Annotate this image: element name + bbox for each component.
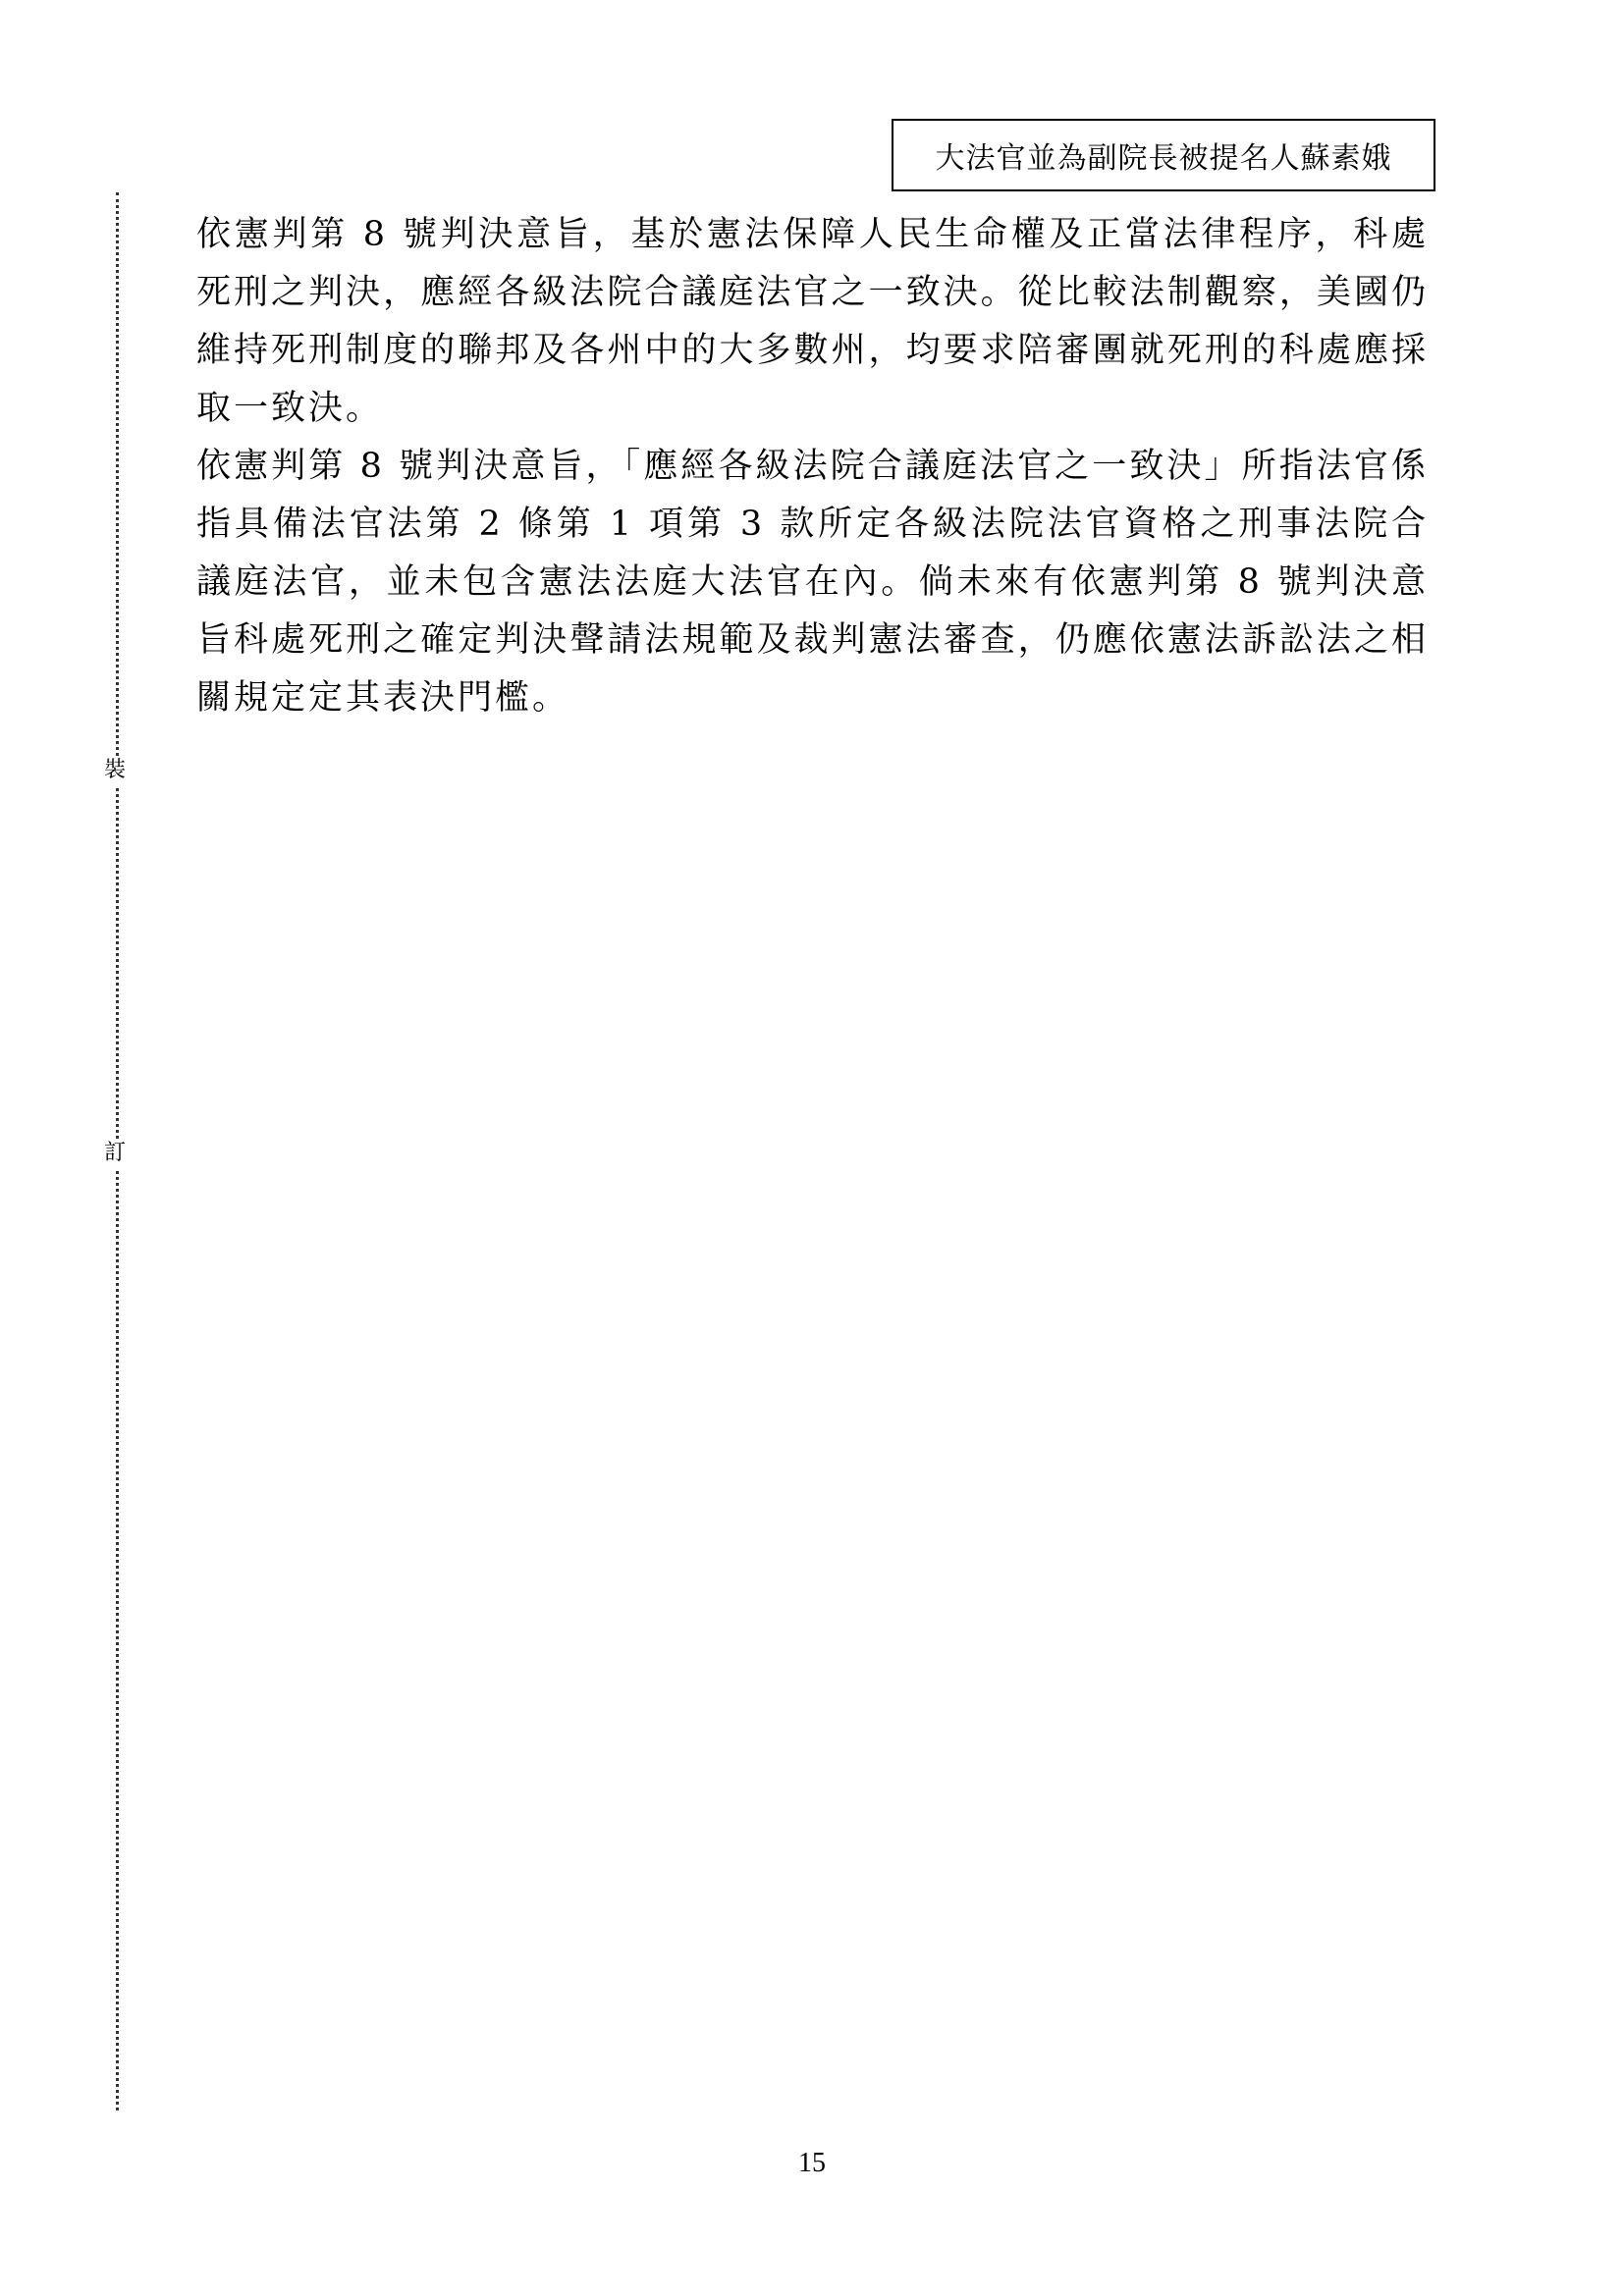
binding-mark-staple: 訂 (100, 1139, 130, 1168)
document-body (196, 206, 1429, 727)
nominee-header-box (892, 119, 1435, 191)
paragraph-judge-definition: 依憲判第 8 號判決意旨，「應經各級法院合議庭法官之一致決」所指法官係指具備法官法第 2 條第 1 項第 3 款所定各級法院法官資格之刑事法院合議庭法官，並未包含憲法法庭大法官在內。倘未來有依憲判第 8 號判決意旨科處死刑之確定判決聲請法規範及裁判憲法審查，仍應依憲法訴訟法之相關規定定其表決門檻。 (196, 447, 1429, 718)
nominee-header-label: 大法官並為副院長被提名人蘇素娥 (935, 141, 1392, 176)
binding-mark-bind: 裝 (100, 756, 130, 785)
paragraph-unanimity-requirement: 依憲判第 8 號判決意旨，基於憲法保障人民生命權及正當法律程序，科處死刑之判決，應經各級法院合議庭法官之一致決。從比較法制觀察，美國仍維持死刑制度的聯邦及各州中的大多數州，均要求陪審團就死刑的科處應採取一致決。 (196, 215, 1429, 428)
page-number: 15 (798, 2148, 826, 2178)
